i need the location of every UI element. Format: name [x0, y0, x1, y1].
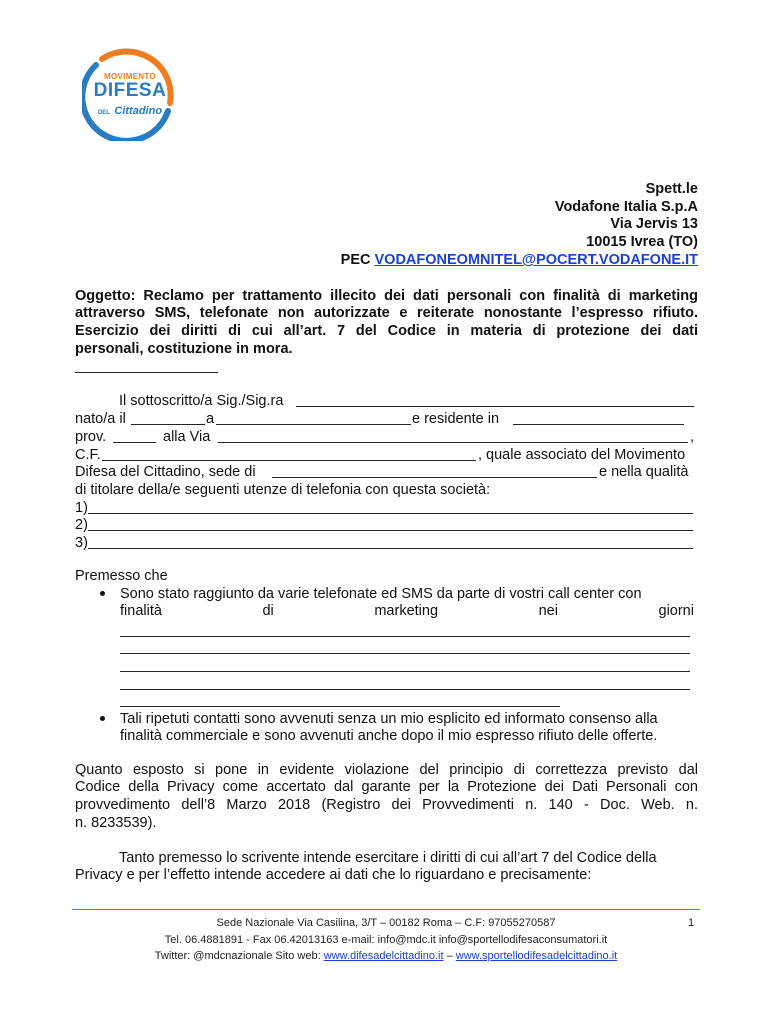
footer-web-prefix: Twitter: @mdcnazionale Sito web: [154, 950, 324, 962]
footer-address: Sede Nazionale Via Casilina, 3/T – 00182 Roma – C.F: 97055270587 [216, 917, 556, 929]
bullet1-line2 [120, 602, 694, 620]
birth-date-field-line[interactable] [131, 424, 205, 425]
utility-number-3-label: 3) [75, 535, 88, 551]
bullet1-word-3: marketing [374, 603, 439, 619]
footer-rule [72, 909, 700, 910]
utility-number-1-label: 1) [75, 500, 88, 516]
bullet-dot-2 [100, 716, 105, 721]
utility-number-2-label: 2) [75, 517, 88, 533]
bullet1-word-5: giorni [658, 603, 694, 619]
subject-underline [75, 372, 218, 373]
form-line2-born: nato/a il [75, 411, 126, 427]
recipient-line4: 10015 Ivrea (TO) [586, 234, 698, 250]
province-field-line[interactable] [113, 442, 156, 443]
seat-field-line[interactable] [272, 477, 597, 478]
residence-field-line[interactable] [513, 424, 684, 425]
subject-line4: personali, costituzione in mora. [75, 341, 293, 357]
bullet-dot-1 [100, 591, 105, 596]
pec-label: PEC [340, 252, 375, 268]
birth-place-field-line[interactable] [216, 424, 411, 425]
days-field-line-5[interactable] [120, 706, 560, 707]
tanto-line1: Tanto premesso lo scrivente intende esercitare i diritti di cui all’art 7 del Codice della [119, 850, 657, 866]
logo-text-cittadino: Cittadino [114, 105, 163, 117]
page-number: 1 [688, 917, 695, 929]
form-line5-seat: Difesa del Cittadino, sede di [75, 464, 256, 480]
logo-text-difesa: DIFESA [93, 80, 167, 101]
form-line2-at: a [206, 411, 215, 427]
subject-line1: Oggetto: Reclamo per trattamento illecito dei dati personali con finalità di marketing [75, 288, 698, 304]
form-line4-member: , quale associato del Movimento [478, 447, 686, 463]
form-line4-cf: C.F. [75, 447, 101, 463]
logo-text-movimento: MOVIMENTO [104, 72, 156, 81]
utility-number-1-line[interactable] [88, 513, 693, 514]
form-line3-street: alla Via [163, 429, 211, 445]
website-link-sportello[interactable]: www.sportellodifesadelcittadino.it [455, 950, 618, 962]
recipient-line1: Spett.le [645, 181, 698, 197]
footer-web [72, 948, 700, 965]
violation-line3: provvedimento dell’8 Marzo 2018 (Registro dei Provvedimenti n. 140 - Doc. Web. n. [75, 797, 698, 813]
tanto-line2: Privacy e per l’effetto intende accedere ai dati che lo riguardano e precisamente: [75, 867, 592, 883]
bullet1-word-1: finalità [120, 603, 162, 619]
violation-line1: Quanto esposto si pone in evidente violazione del principio di correttezza previsto dal [75, 762, 698, 778]
name-field-line[interactable] [296, 406, 694, 407]
form-line3-prov: prov. [75, 429, 107, 445]
website-link-difesadelcittadino[interactable]: www.difesadelcittadino.it [323, 950, 444, 962]
form-line6: di titolare della/e seguenti utenze di telefonia con questa società: [75, 482, 491, 498]
bullet1-word-4: nei [538, 603, 558, 619]
recipient-line2: Vodafone Italia S.p.A [554, 199, 698, 215]
bullet2-line1: Tali ripetuti contatti sono avvenuti senza un mio esplicito ed informato consenso alla [120, 711, 658, 727]
logo-text-del: DEL [97, 110, 110, 116]
recipient-pec [341, 251, 698, 269]
utility-number-2-line[interactable] [88, 530, 693, 531]
premesso-title: Premesso che [75, 568, 168, 584]
tax-code-field-line[interactable] [102, 460, 476, 461]
bullet1-line1: Sono stato raggiunto da varie telefonate ed SMS da parte di vostri call center con [120, 586, 642, 602]
utility-number-3-line[interactable] [88, 548, 693, 549]
days-field-line-4[interactable] [120, 689, 690, 690]
form-line5-quality: e nella qualità [599, 464, 689, 480]
recipient-line3: Via Jervis 13 [610, 216, 698, 232]
form-line3-comma: , [690, 429, 695, 445]
pec-email-link[interactable]: VODAFONEOMNITEL@POCERT.VODAFONE.IT [374, 252, 698, 268]
violation-line2: Codice della Privacy come accertato dal garante per la Protezione dei Dati Personali con [75, 779, 698, 795]
logo-text-cittadino-row [82, 101, 178, 119]
street-field-line[interactable] [218, 442, 688, 443]
subject-line2: attraverso SMS, telefonate non autorizzate e reiterate nonostante l’espresso rifiuto. [75, 305, 698, 321]
form-line1-label: Il sottoscritto/a Sig./Sig.ra [119, 393, 284, 409]
logo [82, 45, 178, 141]
footer-contacts: Tel. 06.4881891 - Fax 06.42013163 e-mail: info@mdc.it info@sportellodifesaconsumatori.it [164, 934, 608, 946]
days-field-line-3[interactable] [120, 671, 690, 672]
footer-web-separator: – [443, 950, 456, 962]
subject-line3: Esercizio dei diritti di cui all’art. 7 del Codice in materia di protezione dei dati [75, 323, 698, 339]
bullet2-line2: finalità commerciale e sono avvenuti anche dopo il mio espresso rifiuto delle offerte. [120, 728, 658, 744]
days-field-line-2[interactable] [120, 653, 690, 654]
days-field-line-1[interactable] [120, 636, 690, 637]
bullet1-word-2: di [262, 603, 274, 619]
form-line2-resident: e residente in [412, 411, 500, 427]
violation-line4: n. 8233539). [75, 815, 157, 831]
